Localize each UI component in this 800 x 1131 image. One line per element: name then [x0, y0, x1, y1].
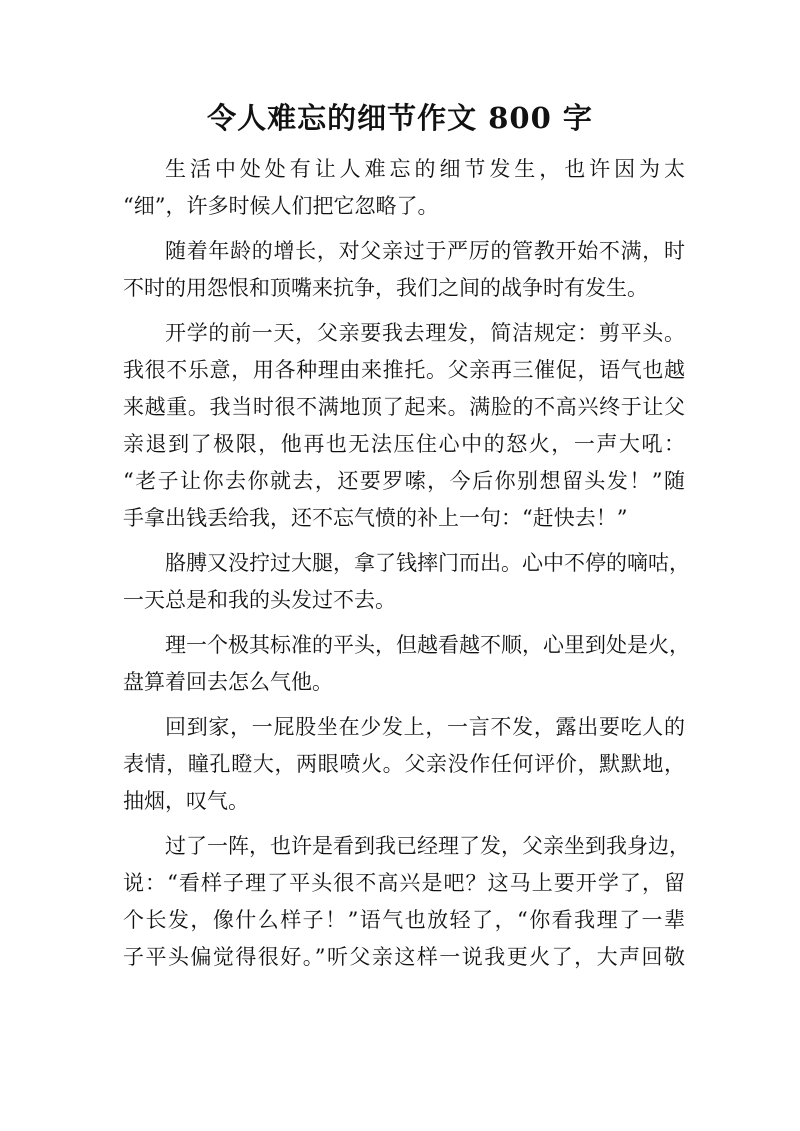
- text-line: 胳膊又没拧过大腿，拿了钱摔门而出。心中不停的嘀咕，: [165, 551, 690, 575]
- text-line: 子平头偏觉得很好。”听父亲这样一说我更火了，大声回敬: [123, 945, 685, 969]
- paragraph: [123, 627, 690, 701]
- text-line: 我很不乐意，用各种理由来推托。父亲再三催促，语气也越: [123, 358, 685, 382]
- text-line: 亲退到了极限，他再也无法压住心中的怒火，一声大吼：: [123, 432, 685, 456]
- text-line: 盘算着回去怎么气他。: [123, 670, 333, 694]
- text-line: 手拿出钱丢给我，还不忘气愤的补上一句：“赶快去！”: [123, 506, 628, 530]
- text-line: 不时的用怨恨和顶嘴来抗争，我们之间的战争时有发生。: [123, 276, 648, 300]
- text-line: 回到家，一屁股坐在少发上，一言不发，露出要吃人的: [165, 715, 685, 739]
- document-title: 令人难忘的细节作文 800 字: [207, 101, 593, 135]
- text-line: 抽烟，叹气。: [123, 789, 249, 813]
- paragraph: [123, 545, 690, 619]
- text-line: 来越重。我当时很不满地顶了起来。满脸的不高兴终于让父: [123, 395, 685, 419]
- text-line: 一天总是和我的头发过不去。: [123, 588, 396, 612]
- text-line: 开学的前一天，父亲要我去理发，简洁规定：剪平头。: [165, 321, 685, 345]
- paragraph: [123, 233, 685, 307]
- text-line: 生活中处处有让人难忘的细节发生，也许因为太: [165, 157, 685, 181]
- text-line: 表情，瞳孔瞪大，两眼喷火。父亲没作任何评价，默默地，: [123, 752, 685, 776]
- text-line: 理一个极其标准的平头，但越看越不顺，心里到处是火，: [165, 633, 690, 657]
- paragraph: [123, 315, 685, 537]
- text-line: “细”，许多时候人们把它忽略了。: [123, 194, 439, 218]
- text-line: 过了一阵，也许是看到我已经理了发，父亲坐到我身边，: [165, 834, 690, 858]
- paragraph: [123, 151, 685, 225]
- text-line: 随着年龄的增长，对父亲过于严厉的管教开始不满，时: [165, 239, 685, 263]
- text-line: 个长发，像什么样子！”语气也放轻了，“你看我理了一辈: [123, 908, 685, 932]
- paragraph: [123, 709, 685, 820]
- document-body: [123, 151, 690, 984]
- text-line: 说：“看样子理了平头很不高兴是吧？这马上要开学了，留: [123, 871, 685, 895]
- paragraph: [123, 828, 690, 976]
- text-line: “老子让你去你就去，还要罗嗦，今后你别想留头发！”随: [123, 469, 685, 493]
